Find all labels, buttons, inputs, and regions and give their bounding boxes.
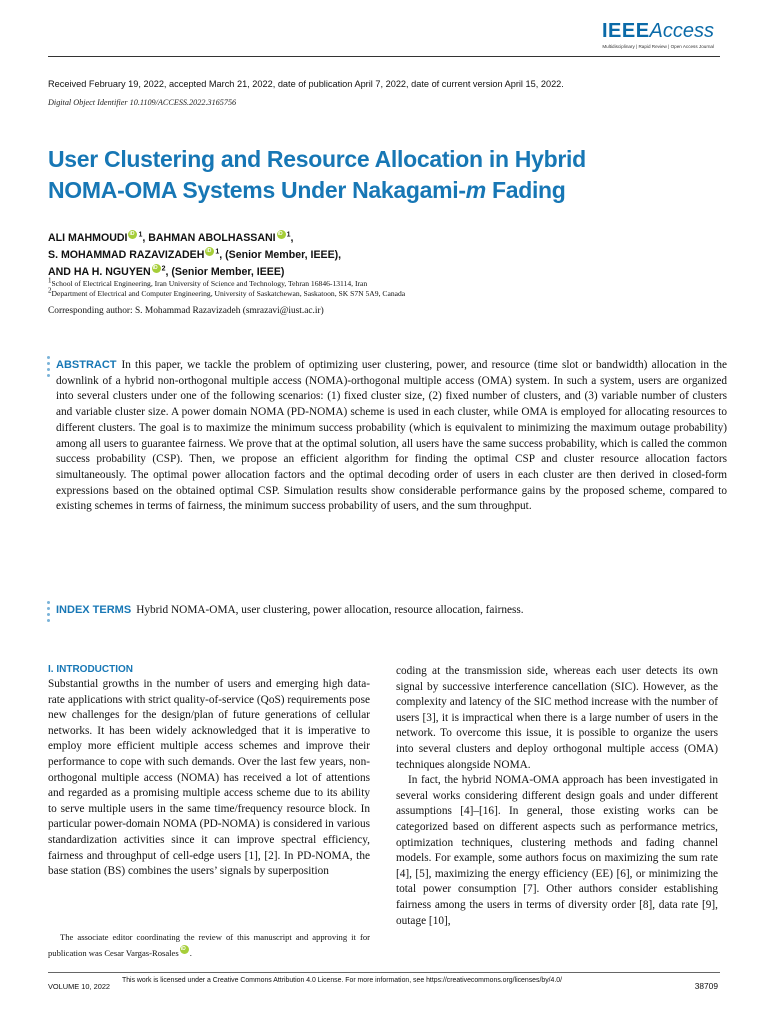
footer-divider [48,972,720,973]
affiliation-2: $^2$Department of Electrical and Computer Engineering, University of Saskatchewan, Saskatoon, SK S7N 5A9, Canada [48,286,406,298]
index-terms-marker-icon [47,601,51,625]
index-terms-label: INDEX TERMS [56,604,132,616]
orcid-icon[interactable] [277,230,286,239]
authors-line-2: S. MOHAMMAD RAZAVIZADEHiD $^1$, (Senior Member, IEEE), [48,247,341,264]
page-number: 38709 [694,981,718,991]
paper-title [48,144,728,206]
abstract-label: ABSTRACT [56,359,117,371]
orcid-icon[interactable] [180,945,189,954]
title-line-1: User Clustering and Resource Allocation in Hybrid [48,146,586,172]
author-name: S. MOHAMMAD RAZAVIZADEH [48,249,205,261]
editor-footnote: The associate editor coordinating the review of this manuscript and approving it for publication was Cesar Vargas-RosalesiD . [48,929,370,962]
journal-logo [602,20,714,49]
author-list [48,230,341,281]
affiliation-1: $^1$School of Electrical Engineering, Iran University of Science and Technology, Tehran 16846-13114, Iran [48,276,368,288]
orcid-icon[interactable] [205,247,214,256]
body-column-right [396,664,718,929]
abstract-text: In this paper, we tackle the problem of optimizing user clustering, power, and resource (time slot or bandwidth) allocation in the downlink of a hybrid non-orthogonal multiple access (NOMA)-orthogonal multiple access (OMA) system. In such a system, users are organized into several clusters under one of the following scenarios: (1) fixed cluster size, (2) fixed number of clusters, and (3) variable number of clusters and variable cluster size. A power domain NOMA (PD-NOMA) scheme is used in each cluster, while OMA is employed for allocating resources to different clusters. The goal is to maximize the minimum success probability (which is equivalent to minimizing the maximum outage probability) among all users to guarantee fairness. We prove that at the optimal solution, all users have the same success probability, which is called the common success probability (CSP). Then, we propose an efficient algorithm for finding the optimal CSP and cluster resource allocation factors simultaneously. The optimal power allocation factors and the optimal decoding order of users in each cluster are then derived in closed-form expressions based on the obtained optimal CSP. Simulation results show considerable performance gains by the proposed scheme, compared to existing schemes in terms of fairness, the minimum success probability of users, and the sum throughput. [56,359,727,513]
abstract [56,358,727,515]
author-name: BAHMAN ABOLHASSANI [148,232,276,244]
title-line-2: NOMA-OMA Systems Under Nakagami-m Fading [48,177,566,203]
journal-tagline: Multidisciplinary | Rapid Review | Open Access Journal [602,44,714,49]
doi: Digital Object Identifier 10.1109/ACCESS.2022.3165756 [48,98,237,107]
journal-wordmark: IEEEAccess [601,20,714,42]
index-terms [56,603,727,619]
author-name: AND HA H. NGUYEN [48,266,151,278]
license-notice: This work is licensed under a Creative Commons Attribution 4.0 License. For more information, see https://creativecommons.org/licenses/by/4.0/ [122,977,563,984]
authors-line-1: ALI MAHMOUDIiD $^1$, BAHMAN ABOLHASSANIiD $^1$, [48,230,341,247]
header-divider [48,56,720,57]
abstract-marker-icon [47,356,51,380]
body-paragraph: coding at the transmission side, whereas each user detects its own signal by successive interference cancellation (SIC). However, as the complexity and latency of the SIC method increase with the number of users [3], it is impractical when there is a large number of users in the network. To overcome this issue, it is possible to organize the users into several clusters and deploy orthogonal multiple access (OMA) techniques alongside NOMA. [396,665,718,771]
received-dates: Received February 19, 2022, accepted March 21, 2022, date of publication April 7, 2022, date of current version April 15, 2022. [48,79,564,89]
body-paragraph: In fact, the hybrid NOMA-OMA approach has been investigated in several works considering different design goals and under different assumptions [4]–[16]. In general, those existing works can be categorized based on different aspects such as performance metrics, optimization techniques, clustering methods and fading channel models. For example, some authors focus on maximizing the sum rate [4], [5], maximizing the energy efficiency (EE) [6], or minimizing the total power consumption [7]. Other authors consider establishing fairness among the users in terms of diversity order [8], data rate [9], outage [10], [396,774,718,927]
authors-line-3: AND HA H. NGUYENiD $^2$, (Senior Member, IEEE) [48,264,341,281]
corresponding-author: Corresponding author: S. Mohammad Razavizadeh (smrazavi@iust.ac.ir) [48,306,324,316]
section-heading: I. INTRODUCTION [48,664,133,675]
body-paragraph: Substantial growths in the number of users and emerging high data-rate applications with strict quality-of-service (QoS) requirements pose new challenges for the design/plan of future generations of cellular networks. It has been widely acknowledged that it is imperative to employ more efficient multiple access schemes and improve their performance to cope with such demands. Over the last few years, non-orthogonal multiple access (NOMA) has received a lot of attentions and regarded as a promising multiple access scheme due to its ability to serve multiple users in the same time/frequency resource block. In particular power-domain NOMA (PD-NOMA) is considered in various standardization activities since it can improve spectral efficiency, fairness and throughput of cell-edge users [1], [2]. In PD-NOMA, the base station (BS) combines the users’ signals by superposition [48,678,370,878]
orcid-icon[interactable] [152,264,161,273]
author-name: ALI MAHMOUDI [48,232,128,244]
volume-label: VOLUME 10, 2022 [48,982,111,991]
body-column-left [48,664,370,880]
index-terms-text: Hybrid NOMA-OMA, user clustering, power allocation, resource allocation, fairness. [136,604,524,616]
affiliations [48,276,406,299]
orcid-icon[interactable] [128,230,137,239]
